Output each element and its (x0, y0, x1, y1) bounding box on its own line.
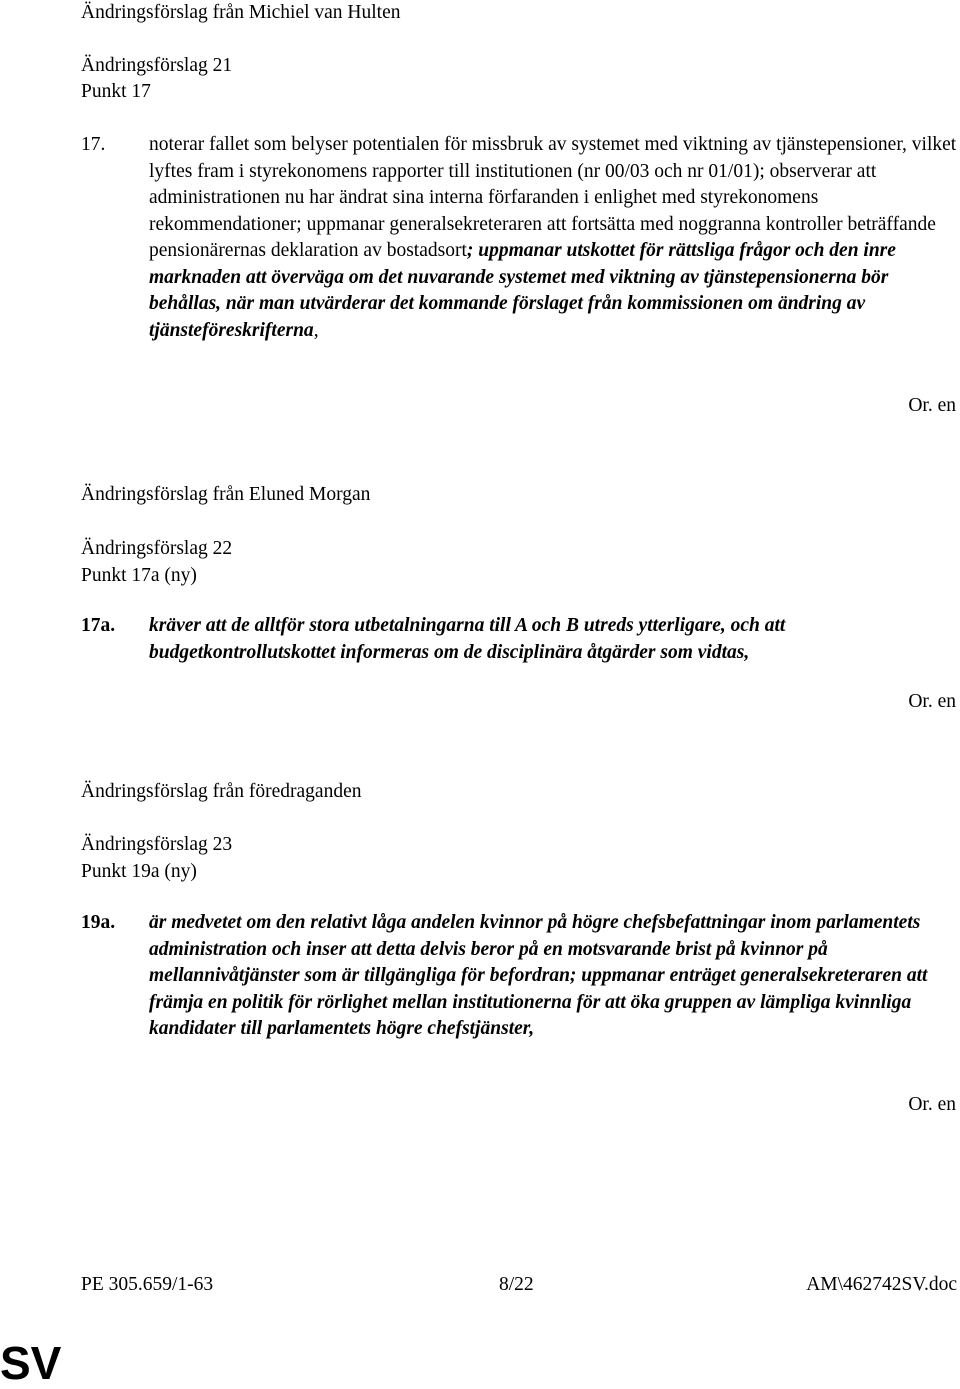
amendment-23-point: Punkt 19a (ny) (81, 861, 197, 882)
amended-text: är medvetet om den relativt låga andelen kvinnor på högre chefsbefattningar inom parlamentets administration och inser att detta delvis beror på en motsvarande brist på kvinnor på mellannivåtjänster som är tillgängliga för befordran; uppmanar enträget generalsekreteraren att främja en politik för rörlighet mellan institutionerna för att öka gruppen av lämpliga kvinnliga kandidater till parlamentets högre chefstjänster, (149, 912, 928, 1039)
original-text: noterar fallet som belyser potentialen för missbruk av systemet med viktning av tjänstepensioner, vilket lyftes fram i styrekonomens rapporter till institutionen (nr 00/03 och nr 01/01); observerar att administrationen nu har ändrat sina interna förfaranden i enlighet med styrekonomens rekommendationer; uppmanar generalsekreteraren att fortsätta med noggranna kontroller beträffande pensionärernas deklaration av bostadsort (149, 134, 957, 261)
paragraph-number: 17. (81, 134, 106, 155)
paragraph-number: 17a. (81, 615, 116, 636)
amended-text: kräver att de alltför stora utbetalningarna till A och B utreds ytterligare, och att budgetkontrollutskottet informeras om de disciplinära åtgärder som vidtas, (149, 615, 786, 663)
footer-reference: PE 305.659/1-63 (81, 1274, 214, 1295)
amendment-21-author: Ändringsförslag från Michiel van Hulten (81, 2, 401, 23)
amendment-22-point: Punkt 17a (ny) (81, 565, 197, 586)
original-language-22: Or. en (908, 691, 956, 712)
amended-text: ; uppmanar utskottet för rättsliga frågor och den inre marknaden att överväga om det nuvarande systemet med viktning av tjänstepensionerna bör behållas, när man utvärderar det kommande förslaget från kommissionen om ändring av tjänsteföreskrifterna (149, 240, 896, 341)
language-mark: SV (0, 1337, 62, 1389)
page-footer (81, 1272, 957, 1298)
footer-page-number: 8/22 (499, 1274, 534, 1295)
footer-document-name: AM\462742SV.doc (806, 1274, 957, 1295)
paragraph-number: 19a. (81, 912, 116, 933)
amendment-23-number: Ändringsförslag 23 (81, 834, 233, 855)
trailing-punctuation: , (313, 319, 319, 341)
amendment-22-author: Ändringsförslag från Eluned Morgan (81, 484, 371, 505)
amendment-22-number: Ändringsförslag 22 (81, 538, 233, 559)
paragraph-text (149, 132, 960, 344)
original-language-21: Or. en (908, 395, 956, 416)
amendment-23-author: Ändringsförslag från föredraganden (81, 781, 362, 802)
amendment-21-point: Punkt 17 (81, 81, 151, 102)
amendment-21-number: Ändringsförslag 21 (81, 55, 233, 76)
original-language-23: Or. en (908, 1094, 956, 1115)
